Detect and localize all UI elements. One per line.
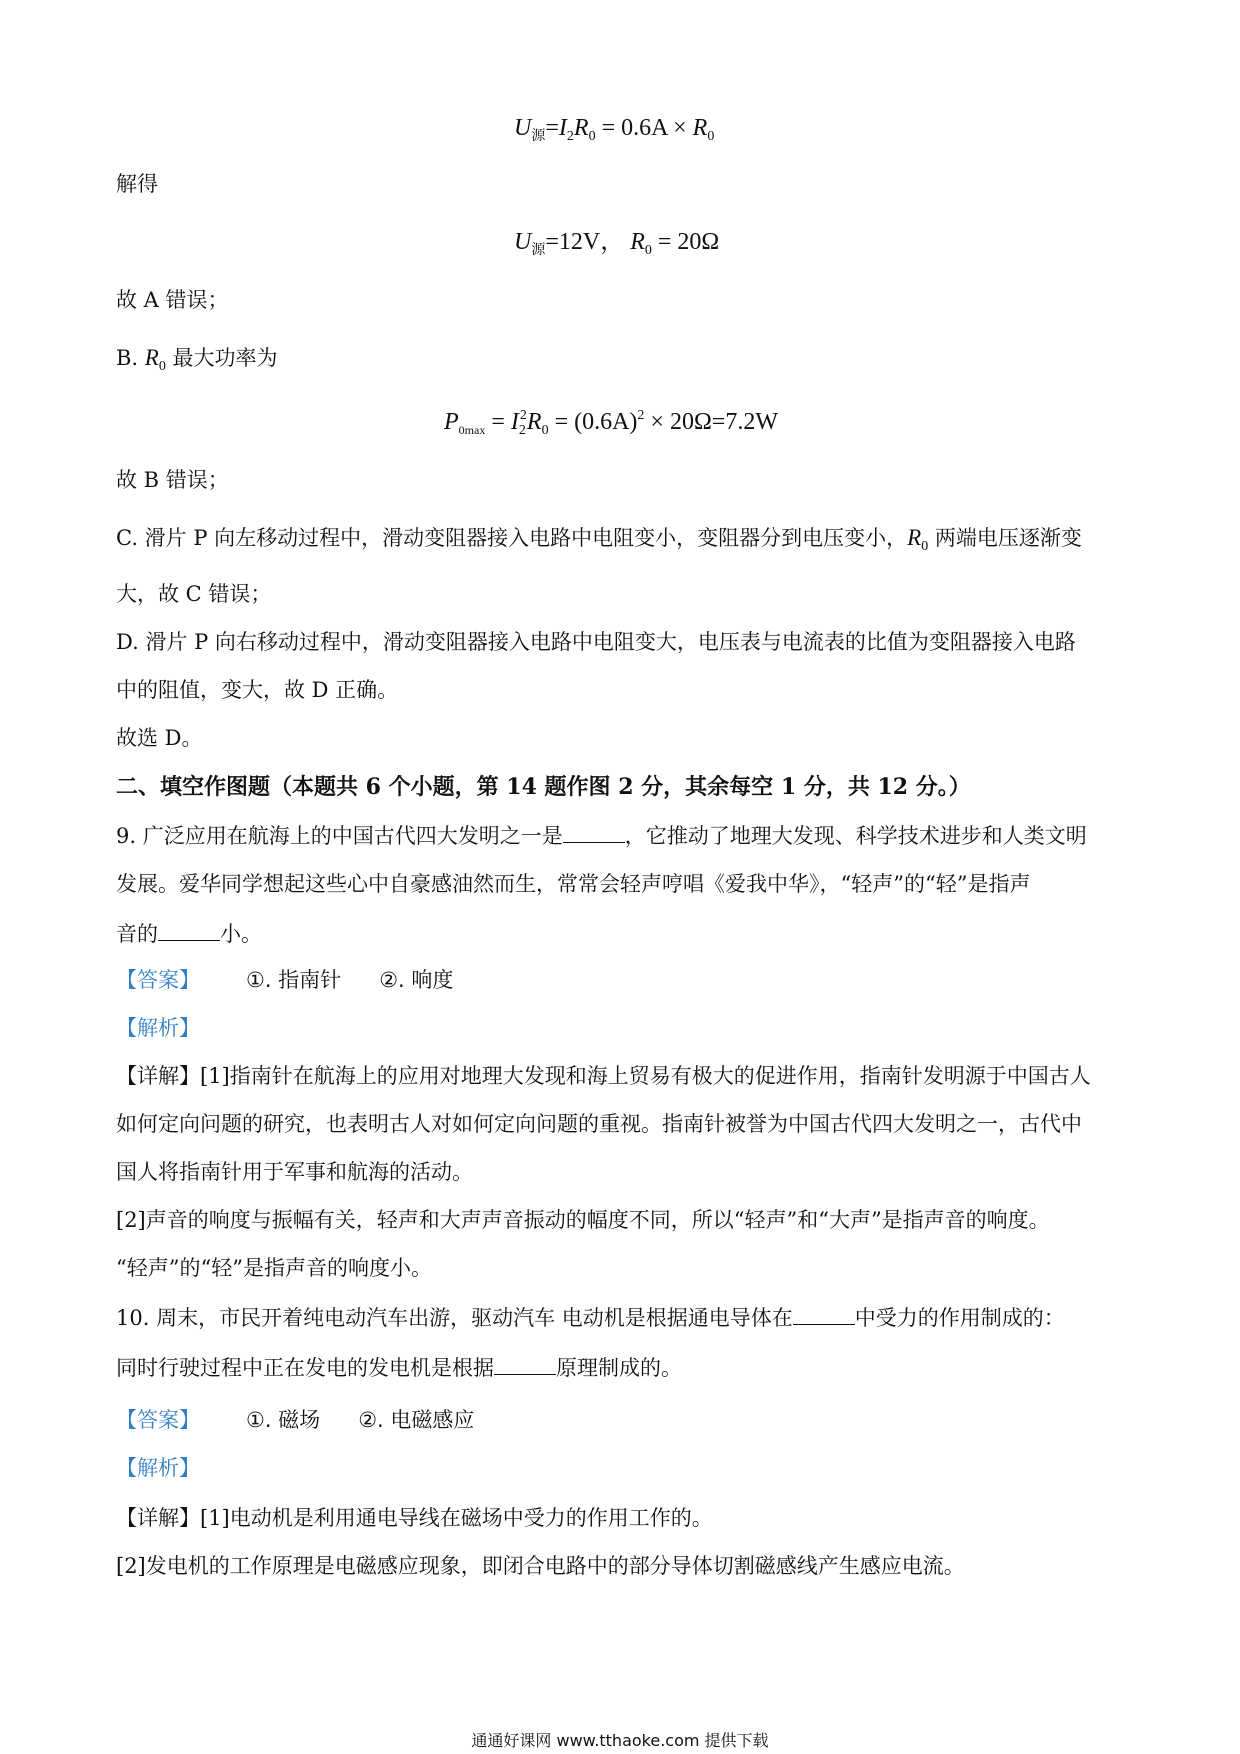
sub-2: 2 — [566, 129, 574, 144]
page-footer: 通通好课网 www.tthaoke.com 提供下载 — [471, 1731, 769, 1750]
text-a-wrong: 故 A 错误； — [116, 288, 229, 312]
q10-line1: 10. 周末，市民开着纯电动汽车出游，驱动汽车 电动机是根据通电导体在 中受力的作用制成的： — [116, 1306, 1065, 1330]
var-r: R — [573, 115, 589, 141]
var-r: R — [526, 409, 542, 435]
answer-tag: 【答案】 — [116, 968, 200, 992]
q9-detail1: 【详解】[1]指南针在航海上的应用对地理大发现和海上贸易有极大的促进作用，指南针发明源于中国古人 — [116, 1064, 1091, 1088]
q10-analysis — [116, 1458, 200, 1479]
formula-solution — [514, 230, 719, 258]
q9-detail4: [2]声音的响度与振幅有关，轻声和大声声音振动的幅度不同，所以“轻声”和“大声”是指声音的响度。 — [116, 1208, 1050, 1232]
q9-line1: 9. 广泛应用在航海上的中国古代四大发明之一是 ，它推动了地理大发现、科学技术进步和人类文明 — [116, 824, 1087, 848]
formula-source-voltage — [514, 116, 714, 144]
var-r: R — [692, 115, 708, 141]
var-u: U — [514, 115, 532, 141]
sub-0: 0 — [541, 423, 549, 438]
b-suffix: 最大功率为 — [165, 346, 278, 370]
answer-blank — [494, 1356, 556, 1375]
formula-max-power — [444, 409, 778, 438]
q9-detail3: 国人将指南针用于军事和航海的活动。 — [116, 1160, 473, 1184]
sub-0: 0 — [588, 129, 596, 144]
var-p: P — [444, 409, 459, 435]
formula-rhs: × 20Ω=7.2W — [644, 409, 778, 435]
text-b-wrong: 故 B 错误； — [116, 468, 229, 492]
sup-2: 2 — [637, 408, 645, 423]
text-d-line2: 中的阻值，变大，故 D 正确。 — [116, 678, 399, 702]
answer-tag: 【答案】 — [116, 1408, 200, 1432]
q10-line2: 同时行驶过程中正在发电的发电机是根据 原理制成的。 — [116, 1356, 682, 1380]
answer-option-1: ①. 磁场 — [246, 1408, 321, 1432]
q9-detail2: 如何定向问题的研究，也表明古人对如何定向问题的重视。指南针被誉为中国古代四大发明之一，古代中 — [116, 1112, 1082, 1136]
inline-var-r0: $R_0$ — [144, 345, 166, 374]
formula-value: =12V， — [545, 229, 631, 255]
text-choose-d: 故选 D。 — [116, 726, 203, 750]
eq-sign: = — [485, 409, 511, 435]
answer-blank — [563, 824, 625, 843]
formula-rhs: = 0.6A × — [595, 115, 693, 141]
answer-blank — [793, 1306, 855, 1325]
answer-option-1: ①. 指南针 — [246, 968, 342, 992]
analysis-tag: 【解析】 — [116, 1456, 200, 1480]
b-prefix: B. — [116, 346, 145, 370]
sub-source: 源 — [531, 243, 546, 258]
section-heading: 二、填空作图题（本题共 6 个小题，第 14 题作图 2 分，其余每空 1 分，共 12 分。） — [116, 774, 971, 800]
q9-line2: 发展。爱华同学想起这些心中自豪感油然而生，常常会轻声哼唱《爱我中华》，“轻声”的“轻”是指声 — [116, 872, 1031, 896]
text-d-line1: D. 滑片 P 向右移动过程中，滑动变阻器接入电路中电阻变大，电压表与电流表的比值为变阻器接入电路 — [116, 630, 1076, 654]
sup-2: 2 — [519, 408, 527, 423]
formula-rhs: = (0.6A) — [548, 409, 638, 435]
inline-var-r0: $R_0$ — [907, 525, 929, 554]
sub-2: 2 — [518, 423, 526, 438]
answer-blank — [158, 922, 220, 941]
q9-line3: 音的 小。 — [116, 922, 262, 946]
q10-answer — [116, 1410, 474, 1431]
analysis-tag: 【解析】 — [116, 1016, 200, 1040]
eq-sign: = — [545, 115, 559, 141]
formula-rhs: = 20Ω — [651, 229, 720, 255]
text-jiede: 解得 — [116, 172, 158, 196]
q9-detail5: “轻声”的“轻”是指声音的响度小。 — [116, 1256, 432, 1280]
answer-option-2: ②. 响度 — [379, 968, 454, 992]
sub-0: 0 — [707, 129, 715, 144]
text-c-line2: 大，故 C 错误； — [116, 582, 272, 606]
var-i: I — [510, 409, 519, 435]
sub-source: 源 — [531, 129, 546, 144]
var-i: I — [558, 115, 567, 141]
sub-0max: 0max — [458, 423, 486, 437]
answer-option-2: ②. 电磁感应 — [358, 1408, 475, 1432]
q10-detail2: [2]发电机的工作原理是电磁感应现象，即闭合电路中的部分导体切割磁感线产生感应电流。 — [116, 1554, 965, 1578]
sub-0: 0 — [644, 243, 652, 258]
text-b-option — [116, 346, 278, 374]
var-u: U — [514, 229, 532, 255]
text-c-line1: C. 滑片 P 向左移动过程中，滑动变阻器接入电路中电阻变小，变阻器分到电压变小，$R_0$ 两端电压逐渐变 — [116, 525, 1082, 554]
q9-analysis — [116, 1018, 200, 1039]
var-r: R — [630, 229, 645, 255]
q9-answer — [116, 970, 453, 991]
q10-detail1: 【详解】[1]电动机是利用通电导线在磁场中受力的作用工作的。 — [116, 1506, 713, 1530]
